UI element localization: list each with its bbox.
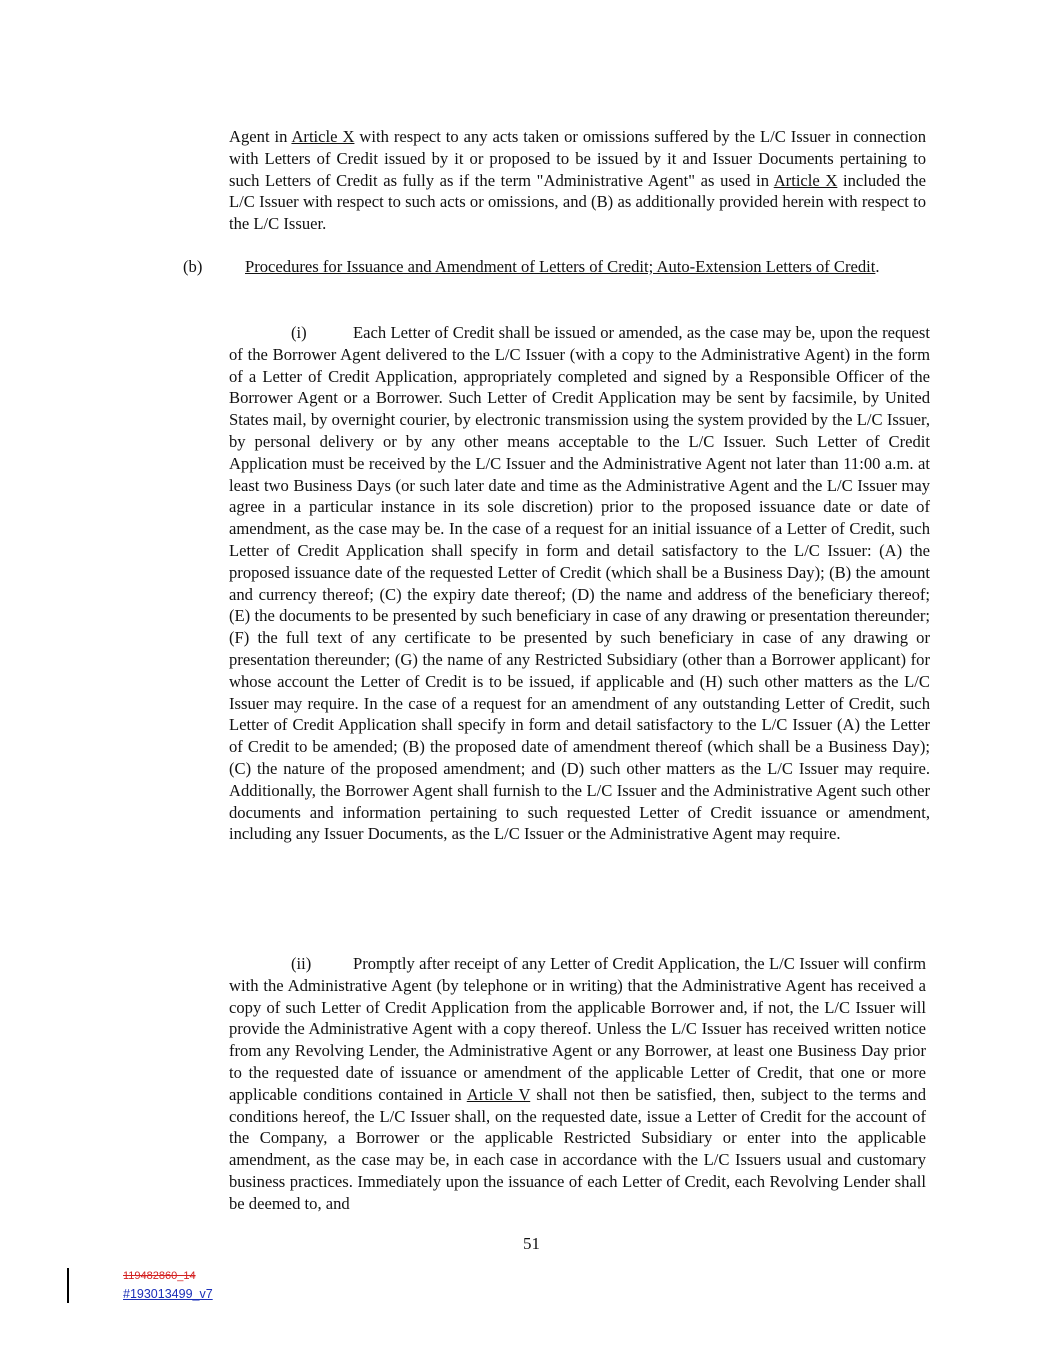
section-b-period: . (875, 257, 880, 276)
para-a-text-2: with respect to any acts taken or omissions suffered by the L/C Issuer in connection with Letters of Credit issued by it or proposed to be issued by it and Issuer Documents pertaining to such Letters of Credit as fully as if the term "Administrative Agent" as used in (229, 127, 926, 190)
subsection-i-text: Each Letter of Credit shall be issued or amended, as the case may be, upon the request of the Borrower Agent delivered to the L/C Issuer (with a copy to the Administrative Agent) in the form of a Letter of Credit Application, appropriately completed and signed by a Responsible Officer of the Borrower Agent or a Borrower. Such Letter of Credit Application may be sent by facsimile, by United States mail, by overnight courier, by electronic transmission using the system provided by the L/C Issuer, by personal delivery or by any other means acceptable to the L/C Issuer. Such Letter of Credit Application must be received by the L/C Issuer and the Administrative Agent not later than 11:00 a.m. at least two Business Days (or such later date and time as the Administrative Agent and the L/C Issuer may agree in a particular instance in its sole discretion) prior to the proposed issuance date or date of amendment, as the case may be. In the case of a request for an initial issuance of a Letter of Credit, such Letter of Credit Application shall specify in form and detail satisfactory to the L/C Issuer: (A) the proposed issuance date of the requested Letter of Credit (which shall be a Business Day); (B) the amount and currency thereof; (C) the expiry date thereof; (D) the name and address of the beneficiary thereof; (E) the documents to be presented by such beneficiary in case of any drawing or presentation thereunder; (F) the full text of any certificate to be presented by such beneficiary in case of any drawing or presentation thereunder; (G) the name of any Restricted Subsidiary (other than a Borrower applicant) for whose account the Letter of Credit is to be issued, if applicable and (H) such other matters as the L/C Issuer may require. In the case of a request for an amendment of any outstanding Letter of Credit, such Letter of Credit Application shall specify in form and detail satisfactory to the L/C Issuer (A) the Letter of Credit to be amended; (B) the proposed date of amendment thereof (which shall be a Business Day); (C) the nature of the proposed amendment; and (D) such other matters as the L/C Issuer may require. Additionally, the Borrower Agent shall furnish to the L/C Issuer and the Administrative Agent such other documents and information pertaining to such requested Letter of Credit issuance or amendment, including any Issuer Documents, as the L/C Issuer or the Administrative Agent may require. (229, 323, 930, 844)
para-a-text-3: included the L/C Issuer with respect to such acts or omissions, and (B) as additionally provided herein with respect to the L/C Issuer. (229, 170, 927, 234)
inserted-document-id: #193013499_v7 (123, 1287, 213, 1301)
section-b-title: Procedures for Issuance and Amendment of Letters of Credit; Auto-Extension Letters of Credit (245, 257, 876, 276)
page-number: 51 (523, 1234, 540, 1253)
subsection-ii-text-2: shall not then be satisfied, then, subject to the terms and conditions hereof, the L/C Issuer shall, on the requested date, issue a Letter of Credit for the account of the Company, a Borrower or the applicable Restricted Subsidiary or enter into the applicable amendment, as the case may be, in each case in accordance with the L/C Issuers usual and customary business practices. Immediately upon the issuance of each Letter of Credit, each Revolving Lender shall be deemed to, and (229, 1084, 926, 1213)
article-x-reference-2: Article X (773, 170, 838, 190)
paragraph-continuation (229, 126, 926, 235)
para-a-text-1: Agent in (229, 127, 292, 146)
subsection-i-number: (i) (291, 323, 307, 342)
change-bar (67, 1268, 69, 1303)
subsection-ii (229, 953, 926, 1215)
subsection-ii-text-1: Promptly after receipt of any Letter of Credit Application, the L/C Issuer will confirm with the Administrative Agent (by telephone or in writing) that the Administrative Agent has received a copy of such Letter of Credit Application from the applicable Borrower and, if not, the L/C Issuer will provide the Administrative Agent with a copy thereof. Unless the L/C Issuer has received written notice from any Revolving Lender, the Administrative Agent or any Borrower, at least one Business Day prior to the requested date of issuance or amendment of the applicable Letter of Credit, that one or more applicable conditions contained in (229, 954, 926, 1104)
article-x-reference: Article X (291, 127, 355, 146)
section-b-number: (b) (183, 257, 203, 276)
section-b-heading (121, 256, 926, 278)
article-v-reference: Article V (466, 1084, 531, 1104)
subsection-ii-number: (ii) (291, 954, 312, 973)
deleted-document-id: 119482860_14 (123, 1270, 196, 1282)
subsection-i (229, 322, 930, 845)
